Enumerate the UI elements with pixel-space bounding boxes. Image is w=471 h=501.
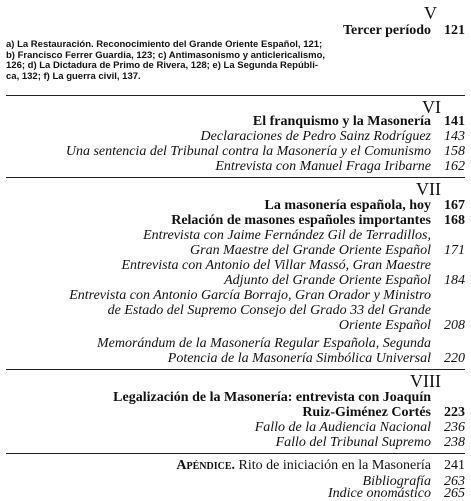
entry-title: Entrevista con Antonio del Villar Massó, Gran Maestre (121, 258, 431, 273)
toc-entry (6, 159, 465, 174)
toc-entry (6, 273, 465, 288)
entry-page: 236 (444, 420, 465, 435)
entry-title: de Estado del Supremo Consejo del Grado 33 del Grande (107, 303, 431, 318)
entry-page: 121 (444, 23, 465, 38)
entry-page: 263 (444, 474, 465, 489)
toc-entry (6, 144, 465, 159)
entry-page: 162 (444, 159, 465, 174)
toc-entry (6, 213, 465, 228)
entry-title: Memorándum de la Masonería Regular Española, Segunda (96, 336, 431, 351)
entry-title: Entrevista con Jaime Fernández Gil de Terradillos, (143, 228, 431, 243)
entry-page: 168 (444, 213, 465, 228)
entry-title: Gran Maestre del Grande Oriente Español (190, 243, 431, 258)
entry-page: 241 (444, 458, 465, 473)
section-numeral-v: V (424, 3, 437, 23)
toc-entry (6, 420, 465, 435)
section-divider (6, 177, 465, 178)
entry-page: 220 (444, 351, 465, 366)
summary-line: a) La Restauración. Reconocimiento del Grande Oriente Español, 121; (6, 39, 323, 50)
summary-line: b) Francisco Ferrer Guardia, 123; c) Antimasonismo y anticlericalismo, (6, 49, 326, 61)
toc-entry (6, 228, 465, 243)
entry-title: Entrevista con Manuel Fraga Iribarne (215, 159, 431, 174)
entry-title: Entrevista con Antonio García Borrajo, Gran Orador y Ministro (69, 288, 431, 303)
toc-entry (6, 303, 465, 318)
toc-entry (6, 198, 465, 213)
entry-title: El franquismo y la Masonería (252, 114, 431, 129)
section-numeral-viii: VIII (410, 371, 441, 391)
entry-page: 208 (444, 318, 465, 333)
section-divider (6, 369, 465, 370)
section-numeral-vi: VI (422, 97, 441, 117)
entry-title: Bibliografía (362, 474, 431, 489)
toc-entry (6, 258, 465, 273)
summary-line: 126; d) La Dictadura de Primo de Rivera, 128; e) La Segunda Repúbli- (6, 60, 318, 71)
entry-page: 158 (444, 144, 465, 159)
entry-page: 171 (444, 243, 465, 258)
toc-entry (6, 318, 465, 333)
section-numeral-vii: VII (416, 179, 441, 199)
toc-entry (6, 114, 465, 129)
entry-title: Relación de masones españoles importantes (171, 213, 431, 228)
entry-title: Tercer período (342, 23, 431, 38)
entry-title: Una sentencia del Tribunal contra la Masonería y el Comunismo (65, 144, 431, 159)
entry-page: 238 (444, 435, 465, 450)
toc-entry (6, 405, 465, 420)
entry-title: Potencia de la Masonería Simbólica Universal (167, 351, 431, 366)
toc-entry (6, 288, 465, 303)
entry-page: 141 (444, 114, 465, 129)
section-divider (6, 95, 465, 96)
entry-page: 167 (444, 198, 465, 213)
toc-entry (6, 351, 465, 366)
entry-title: Indice onomástico (327, 486, 431, 501)
section-summary (6, 40, 378, 82)
toc-entry (6, 243, 465, 258)
entry-title: Legalización de la Masonería: entrevista con Joaquín (113, 390, 431, 405)
entry-title: Fallo del Tribunal Supremo (275, 435, 431, 450)
entry-page: 184 (444, 273, 465, 288)
entry-title: Adjunto del Grande Oriente Español (224, 273, 431, 288)
entry-title: Ruiz-Giménez Cortés (302, 405, 431, 420)
toc-entry (6, 390, 465, 405)
entry-page: 143 (444, 129, 465, 144)
appendix-label: Apéndice. (176, 458, 236, 473)
entry-title: Oriente Español (338, 318, 431, 333)
summary-line: ca, 132; f) La guerra civil, 137. (6, 70, 141, 82)
toc-entry (6, 129, 465, 144)
entry-title: Rito de iniciación en la Masonería (238, 458, 431, 473)
entry-title: Declaraciones de Pedro Sainz Rodríguez (200, 129, 431, 144)
entry-title: La masonería española, hoy (264, 198, 431, 213)
toc-entry (6, 336, 465, 351)
entry-page: 265 (444, 486, 465, 501)
toc-entry-appendix (6, 458, 465, 473)
entry-title: Fallo de la Audiencia Nacional (254, 420, 431, 435)
toc-entry (6, 435, 465, 450)
toc-entry (6, 23, 465, 38)
entry-page: 223 (444, 405, 465, 420)
section-divider (6, 453, 465, 454)
